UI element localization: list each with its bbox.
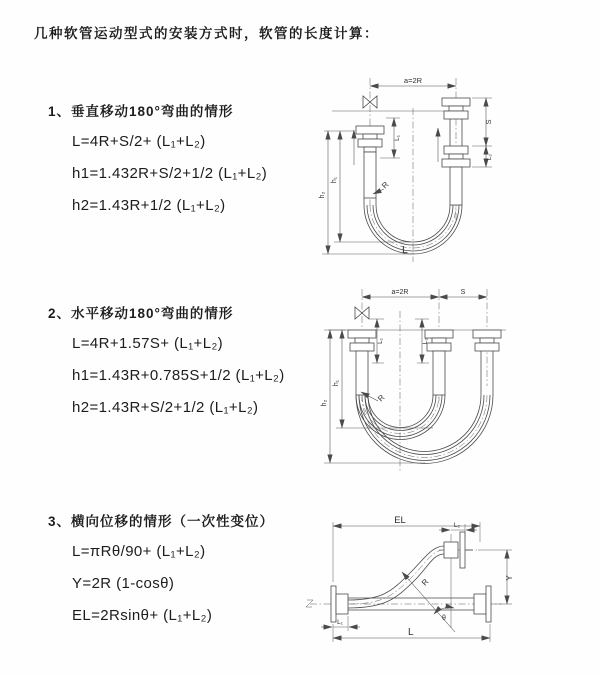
braided-hose-section xyxy=(433,351,445,395)
section-lateral-displacement xyxy=(48,510,274,632)
formula: L=4R+S/2+ (L₁+L₂) xyxy=(72,133,206,150)
section-horizontal-180 xyxy=(48,302,285,424)
left-fitting xyxy=(356,126,384,205)
dim-label-l1: L₁ xyxy=(337,619,343,626)
formula: h2=1.43R+1/2 (L₁+L₂) xyxy=(72,197,226,214)
dimension-l1 xyxy=(321,616,360,631)
dim-label-l2: L₂ xyxy=(453,522,461,529)
dimension-l xyxy=(333,624,490,642)
dim-label-l1: L₁ xyxy=(394,135,401,141)
dimension-a2r-s xyxy=(362,289,487,297)
diagram-lateral-displacement xyxy=(294,498,599,653)
right-fitting xyxy=(442,98,470,205)
dim-label-y: Y xyxy=(505,575,514,581)
section-heading: 1、垂直移动180°弯曲的情形 xyxy=(48,104,234,119)
section-heading: 2、水平移动180°弯曲的情形 xyxy=(48,306,234,321)
dimension-a2r xyxy=(370,76,456,86)
dim-label-a2r: a=2R xyxy=(403,76,423,85)
dim-label-theta: θ xyxy=(442,615,446,622)
centerline-break-mark xyxy=(306,600,313,607)
section-heading: 3、横向位移的情形（一次性变位） xyxy=(48,514,275,529)
dim-label-l: L xyxy=(402,244,408,256)
dim-label-l1: L₁ xyxy=(377,338,384,344)
braided-hose-section xyxy=(450,167,462,205)
hose-s-curve-displaced xyxy=(348,546,444,608)
dim-label-el: EL xyxy=(394,515,406,526)
formula: L=4R+1.57S+ (L₁+L₂) xyxy=(72,335,224,352)
page-title: 几种软管运动型式的安装方式时，软管的长度计算： xyxy=(34,26,379,41)
dim-label-s: S xyxy=(460,289,466,296)
dim-label-r: R xyxy=(419,577,431,588)
formula: h1=1.43R+0.785S+1/2 (L₁+L₂) xyxy=(72,367,285,384)
left-fitting xyxy=(331,586,348,622)
dim-label-h2: h₂ xyxy=(319,191,326,199)
dim-label-r: R xyxy=(376,393,387,404)
diagram-vertical-180-bend xyxy=(288,70,578,265)
dim-label-l2: L₂ xyxy=(486,153,493,161)
dimension-l1 xyxy=(370,319,384,363)
middle-fitting xyxy=(425,330,453,395)
dimension-s-l2 xyxy=(472,98,493,167)
dim-label-l2: L₂ xyxy=(422,337,429,345)
braided-hose-section xyxy=(356,351,368,395)
dimension-l1 xyxy=(380,118,401,158)
dimension-l2 xyxy=(415,319,429,363)
dimension-l2 xyxy=(439,522,477,538)
diagram-horizontal-180-bend xyxy=(292,283,567,478)
formula: EL=2Rsinθ+ (L₁+L₂) xyxy=(72,607,213,624)
section-vertical-180 xyxy=(48,100,267,222)
dim-label-s: S xyxy=(484,119,493,125)
dim-label-h2: h₂ xyxy=(321,399,328,407)
dim-label-h1: h₁ xyxy=(333,379,340,387)
formula: h2=1.43R+S/2+1/2 (L₁+L₂) xyxy=(72,399,259,416)
dim-label-h1: h₁ xyxy=(331,176,338,184)
formula: Y=2R (1-cosθ) xyxy=(72,575,175,592)
left-fitting xyxy=(348,330,376,395)
dim-label-l: L xyxy=(408,627,414,638)
dim-label-r: R xyxy=(380,180,391,191)
formula: L=πRθ/90+ (L₁+L₂) xyxy=(72,543,206,560)
braided-hose-section xyxy=(364,152,376,198)
dim-label-a2r: a=2R xyxy=(391,289,409,296)
formula: h1=1.432R+S/2+1/2 (L₁+L₂) xyxy=(72,165,268,182)
right-fitting-original xyxy=(474,586,491,622)
